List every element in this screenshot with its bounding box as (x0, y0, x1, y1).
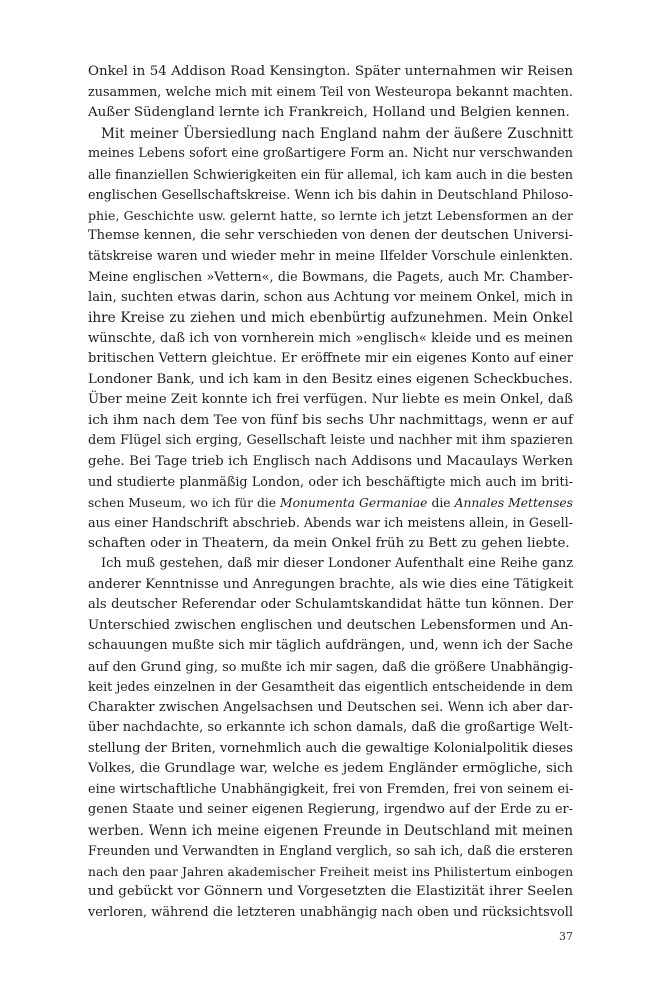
text-line: Onkel in 54 Addison Road Kensington. Später unternahmen wir Reisen (88, 64, 573, 79)
text-line: Freunden und Verwandten in England verglich, so sah ich, daß die ersteren (88, 843, 573, 858)
paragraph (88, 62, 573, 124)
text-line: britischen Vettern gleichtue. Er eröffnete mir ein eigenes Konto auf einer (88, 351, 573, 366)
text-line: schaften oder in Theatern, da mein Onkel früh zu Bett zu gehen liebte. (88, 535, 570, 551)
text-run: schen Museum, wo ich für die (88, 495, 281, 510)
text-line: Meine englischen »Vettern«, die Bowmans, die Pagets, auch Mr. Chamber- (88, 269, 573, 284)
text-line: auf den Grund ging, so mußte ich mir sagen, daß die größere Unabhängig- (88, 658, 573, 674)
paragraph (88, 124, 573, 555)
text-line: anderer Kenntnisse und Anregungen brachte, als wie dies eine Tätigkeit (88, 576, 574, 592)
text-line: stellung der Briten, vornehmlich auch die gewaltige Kolonialpolitik dieses (88, 740, 573, 756)
italic-title: Annales Mettenses (454, 495, 573, 510)
text-line: ich ihm nach dem Tee von fünf bis sechs Uhr nachmittags, wenn er auf (88, 412, 573, 428)
text-line: verloren, während die letzteren unabhängig nach oben und rücksichtsvoll (88, 904, 573, 920)
text-line: Unterschied zwischen englischen und deutschen Lebensformen und An- (88, 617, 573, 633)
text-line: phie, Geschichte usw. gelernt hatte, so lernte ich jetzt Lebensformen an der (88, 207, 573, 223)
italic-title: Monumenta Germaniae (280, 495, 428, 510)
text-line: und gebückt vor Gönnern und Vorgesetzten die Elastizität ihrer Seelen (88, 884, 573, 899)
text-line (88, 493, 573, 514)
text-line: dem Flügel sich erging, Gesellschaft leiste und nachher mit ihm spazieren (88, 433, 573, 448)
text-line: englischen Gesellschaftskreise. Wenn ich bis dahin in Deutschland Philoso- (88, 187, 573, 202)
text-line: werben. Wenn ich meine eigenen Freunde in Deutschland mit meinen (88, 822, 573, 839)
text-line: meines Lebens sofort eine großartigere Form an. Nicht nur verschwanden (88, 146, 573, 161)
text-line: Volkes, die Grundlage war, welche es jedem Engländer ermögliche, sich (88, 761, 573, 776)
text-line: tätskreise waren und wieder mehr in meine Ilfelder Vorschule einlenkten. (88, 248, 573, 264)
text-line: Londoner Bank, und ich kam in den Besitz eines eigenen Scheckbuches. (88, 371, 573, 387)
text-line: genen Staate und seiner eigenen Regierung, irgendwo auf der Erde zu er- (88, 802, 573, 817)
text-line: lain, suchten etwas darin, schon aus Achtung vor meinem Onkel, mich in (88, 289, 574, 305)
text-line: wünschte, daß ich von vornherein mich »englisch« kleide und es meinen (88, 330, 573, 346)
text-line: keit jedes einzelnen in der Gesamtheit das eigentlich entscheidende in dem (88, 679, 573, 694)
page-number: 37 (559, 930, 573, 943)
text-line: Über meine Zeit konnte ich frei verfügen. Nur liebte es mein Onkel, daß (88, 392, 573, 407)
text-line: über nachdachte, so erkannte ich schon damals, daß die großartige Welt- (88, 720, 573, 735)
paragraph (88, 554, 573, 923)
text-line: eine wirtschaftliche Unabhängigkeit, frei von Fremden, frei von seinem ei- (88, 781, 574, 797)
text-line: Ich muß gestehen, daß mir dieser Londoner Aufenthalt eine Reihe ganz (101, 556, 573, 571)
text-line: aus einer Handschrift abschrieb. Abends war ich meistens allein, in Gesell- (88, 515, 573, 530)
text-line: Charakter zwischen Angelsachsen und Deutschen sei. Wenn ich aber dar- (88, 699, 573, 715)
text-line: alle finanziellen Schwierigkeiten ein für allemal, ich kam auch in die besten (88, 166, 574, 182)
text-line: nach den paar Jahren akademischer Freiheit meist ins Philistertum einbogen (88, 863, 574, 879)
text-line: als deutscher Referendar oder Schulamtskandidat hätte tun können. Der (88, 597, 573, 612)
text-line: gehe. Bei Tage trieb ich Englisch nach Addisons und Macaulays Werken (88, 453, 573, 469)
body-text (88, 62, 573, 923)
text-run: die (427, 495, 455, 510)
text-line: Themse kennen, die sehr verschieden von denen der deutschen Universi- (88, 228, 573, 243)
text-line: zusammen, welche mich mit einem Teil von Westeuropa bekannt machten. (88, 84, 573, 100)
text-line: schauungen mußte sich mir täglich aufdrängen, und, wenn ich der Sache (88, 638, 573, 653)
text-line: ihre Kreise zu ziehen und mich ebenbürtig aufzunehmen. Mein Onkel (88, 310, 573, 326)
text-line: Mit meiner Übersiedlung nach England nahm der äußere Zuschnitt (101, 125, 573, 142)
text-line: und studierte planmäßig London, oder ich beschäftigte mich auch im briti- (88, 474, 573, 489)
text-line: Außer Südengland lernte ich Frankreich, Holland und Belgien kennen. (88, 105, 570, 120)
